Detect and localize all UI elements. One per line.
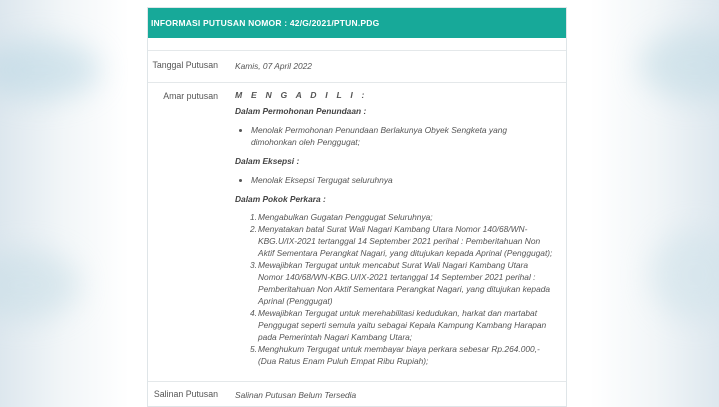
mengadili-heading: M E N G A D I L I : [235,90,368,100]
list-item: • Menolak Permohonan Penundaan Berlakunya Obyek Sengketa yang dimohonkan oleh Penggugat; [251,124,555,148]
list-item [235,223,555,259]
permohonan-penundaan-list [235,124,561,148]
card-header: INFORMASI PUTUSAN NOMOR : 42/G/2021/PTUN.PDG [148,8,567,38]
salinan-putusan-label: Salinan Putusan [153,389,218,399]
item-text: Mengabulkan Gugatan Penggugat Seluruhnya; [258,212,433,222]
item-text: Mewajibkan Tergugat untuk merehabilitasi kedudukan, harkat dan martabat Penggugat seperti semula yaitu sebagai Kepala Kampung Kambang Harapan pada Pemerintah Nagari Kambang Utara; [258,308,547,342]
background-blur-right-2 [650,230,719,320]
item-number: 5. [250,344,257,354]
tanggal-putusan-label: Tanggal Putusan [152,60,218,70]
row-salinan-putusan [148,381,567,407]
list-item [235,259,555,307]
list-item [235,343,555,367]
background-blur-right [640,30,719,100]
row-tanggal-putusan [148,50,567,83]
item-number: 1. [250,212,257,222]
background-blur-left-2 [0,250,80,320]
item-text: Menghukum Tergugat untuk membayar biaya perkara sebesar Rp.264.000,- (Dua Ratus Enam Puluh Empat Ribu Rupiah); [258,344,540,366]
list-item [235,307,555,343]
amar-putusan-label: Amar putusan [163,91,218,101]
item-number: 4. [250,308,257,318]
item-number: 3. [250,260,257,270]
section-pokok-perkara-title: Dalam Pokok Perkara : [235,194,326,204]
tanggal-putusan-value: Kamis, 07 April 2022 [235,61,312,71]
item-number: 2. [250,224,257,234]
item-text: Mewajibkan Tergugat untuk mencabut Surat Wali Nagari Kambang Utara Nomor 140/68/WN-KBG.U/IX-2021 tertanggal 14 September 2021 perihal : Pemberitahuan Non Aktif Sementara Perangkat Nagari, yang ditujukan kepada Aprinal (Penggugat) [258,260,551,306]
row-amar-putusan [148,82,567,382]
list-item [235,211,555,223]
salinan-putusan-value: Salinan Putusan Belum Tersedia [235,390,357,400]
amar-putusan-content [235,89,561,367]
eksepsi-list [235,174,561,186]
pokok-perkara-list [235,211,561,367]
putusan-info-card [147,7,567,407]
background-blur-left [0,40,100,100]
section-eksepsi-title: Dalam Eksepsi : [235,156,300,166]
list-item: • Menolak Eksepsi Tergugat seluruhnya [251,174,561,186]
item-text: Menyatakan batal Surat Wali Nagari Kambang Utara Nomor 140/68/WN-KBG.U/IX-2021 tertanggal 14 September 2021 perihal : Pemberitahuan Non Aktif Sementara Perangkat Nagari, yang ditujukan kepada Aprinal (Penggugat); [258,224,553,258]
section-permohonan-penundaan-title: Dalam Permohonan Penundaan : [235,106,367,116]
